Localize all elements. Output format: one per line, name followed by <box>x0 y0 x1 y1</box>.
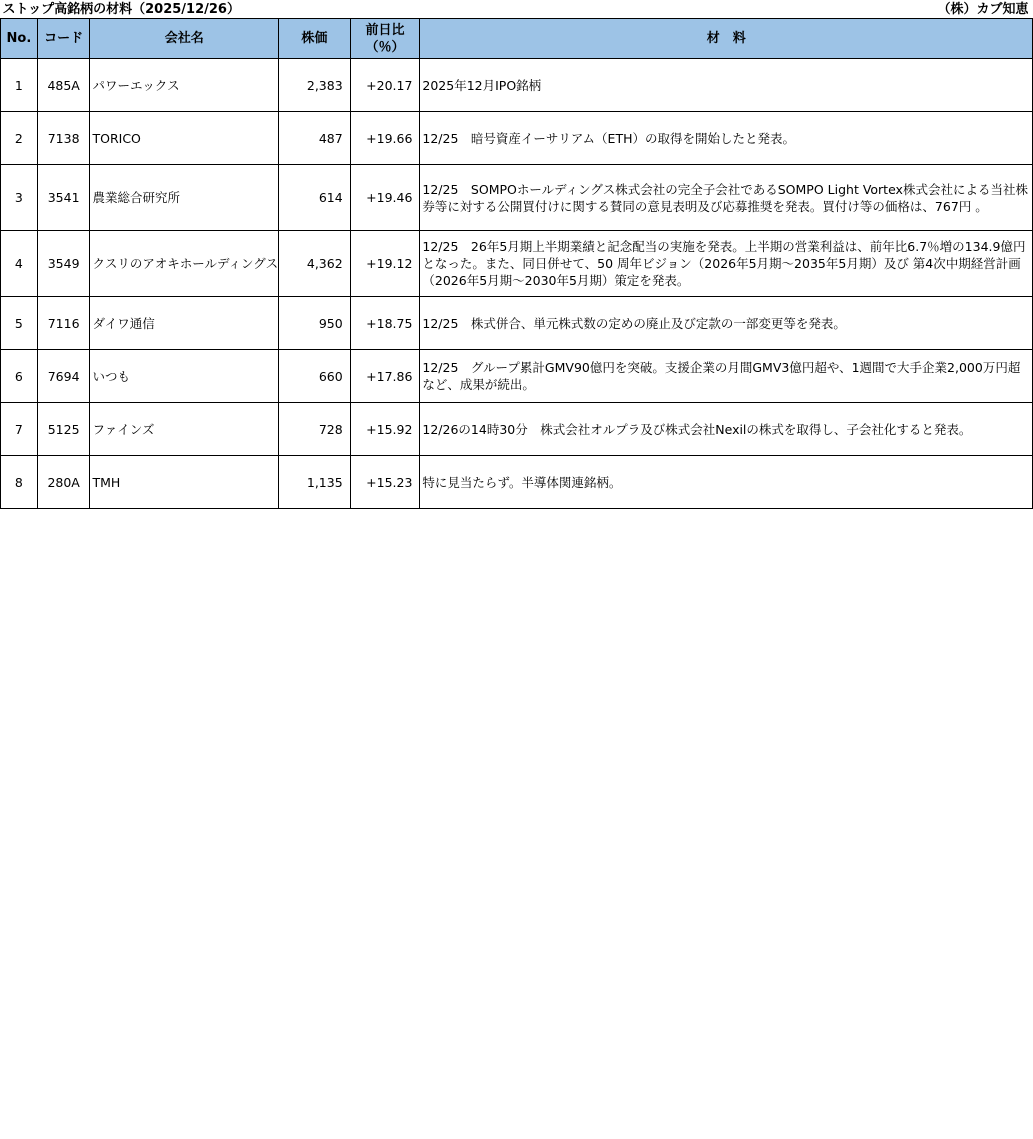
header-row <box>1 19 1033 59</box>
cell-no: 1 <box>1 59 38 112</box>
cell-material: 12/26の14時30分 株式会社オルプラ及び株式会社Nexilの株式を取得し、子会社化すると発表。 <box>420 403 1033 456</box>
header-change-line1: 前日比 <box>365 22 405 38</box>
cell-price: 4,362 <box>279 231 351 297</box>
cell-no: 7 <box>1 403 38 456</box>
table-row <box>1 403 1033 456</box>
cell-company: いつも <box>90 350 279 403</box>
cell-company: TMH <box>90 456 279 509</box>
cell-company: ファインズ <box>90 403 279 456</box>
header-change-line2: （％） <box>365 39 405 55</box>
cell-code: 7138 <box>37 112 90 165</box>
cell-material: 特に見当たらず。半導体関連銘柄。 <box>420 456 1033 509</box>
table-row <box>1 297 1033 350</box>
cell-material: 12/25 SOMPOホールディングス株式会社の完全子会社であるSOMPO Light Vortex株式会社による当社株券等に対する公開買付けに関する賛同の意見表明及び応募推奨を発表。買付け等の価格は、767円 。 <box>420 165 1033 231</box>
cell-price: 728 <box>279 403 351 456</box>
cell-price: 2,383 <box>279 59 351 112</box>
cell-company: ダイワ通信 <box>90 297 279 350</box>
cell-code: 7116 <box>37 297 90 350</box>
cell-price: 660 <box>279 350 351 403</box>
cell-no: 2 <box>1 112 38 165</box>
header-change <box>350 19 420 59</box>
cell-code: 280A <box>37 456 90 509</box>
cell-material: 12/25 26年5月期上半期業績と記念配当の実施を発表。上半期の営業利益は、前年比6.7％増の134.9億円となった。また、同日併せて、50 周年ビジョン（2026年5月期～2035年5月期）及び 第4次中期経営計画（2026年5月期～2030年5月期）策定を発表。 <box>420 231 1033 297</box>
cell-no: 3 <box>1 165 38 231</box>
cell-material: 12/25 暗号資産イーサリアム（ETH）の取得を開始したと発表。 <box>420 112 1033 165</box>
header-price: 株価 <box>279 19 351 59</box>
cell-price: 487 <box>279 112 351 165</box>
cell-material: 12/25 株式併合、単元株式数の定めの廃止及び定款の一部変更等を発表。 <box>420 297 1033 350</box>
cell-no: 8 <box>1 456 38 509</box>
cell-price: 1,135 <box>279 456 351 509</box>
cell-no: 6 <box>1 350 38 403</box>
cell-code: 5125 <box>37 403 90 456</box>
cell-change: +19.46 <box>350 165 420 231</box>
sheet-title: ストップ高銘柄の材料（2025/12/26） <box>2 1 240 17</box>
header-no: No. <box>1 19 38 59</box>
cell-change: +17.86 <box>350 350 420 403</box>
spreadsheet <box>0 0 1033 509</box>
stop-high-table <box>0 0 1033 509</box>
header-material: 材 料 <box>420 19 1033 59</box>
cell-price: 614 <box>279 165 351 231</box>
cell-change: +18.75 <box>350 297 420 350</box>
table-row <box>1 350 1033 403</box>
cell-code: 3541 <box>37 165 90 231</box>
cell-company: 農業総合研究所 <box>90 165 279 231</box>
cell-company: クスリのアオキホールディングス <box>90 231 279 297</box>
cell-change: +15.92 <box>350 403 420 456</box>
cell-material: 12/25 グループ累計GMV90億円を突破。支援企業の月間GMV3億円超や、1週間で大手企業2,000万円超など、成果が続出。 <box>420 350 1033 403</box>
header-code: コード <box>37 19 90 59</box>
cell-code: 3549 <box>37 231 90 297</box>
table-row <box>1 231 1033 297</box>
cell-no: 4 <box>1 231 38 297</box>
cell-company: TORICO <box>90 112 279 165</box>
table-row <box>1 456 1033 509</box>
cell-no: 5 <box>1 297 38 350</box>
table-row <box>1 112 1033 165</box>
table-row <box>1 59 1033 112</box>
cell-material: 2025年12月IPO銘柄 <box>420 59 1033 112</box>
cell-price: 950 <box>279 297 351 350</box>
table-row <box>1 165 1033 231</box>
header-name: 会社名 <box>90 19 279 59</box>
title-row <box>1 0 1033 19</box>
cell-change: +19.66 <box>350 112 420 165</box>
cell-company: パワーエックス <box>90 59 279 112</box>
cell-change: +20.17 <box>350 59 420 112</box>
cell-code: 7694 <box>37 350 90 403</box>
cell-change: +19.12 <box>350 231 420 297</box>
cell-change: +15.23 <box>350 456 420 509</box>
source-label: （株）カブ知恵 <box>937 1 1029 17</box>
cell-code: 485A <box>37 59 90 112</box>
